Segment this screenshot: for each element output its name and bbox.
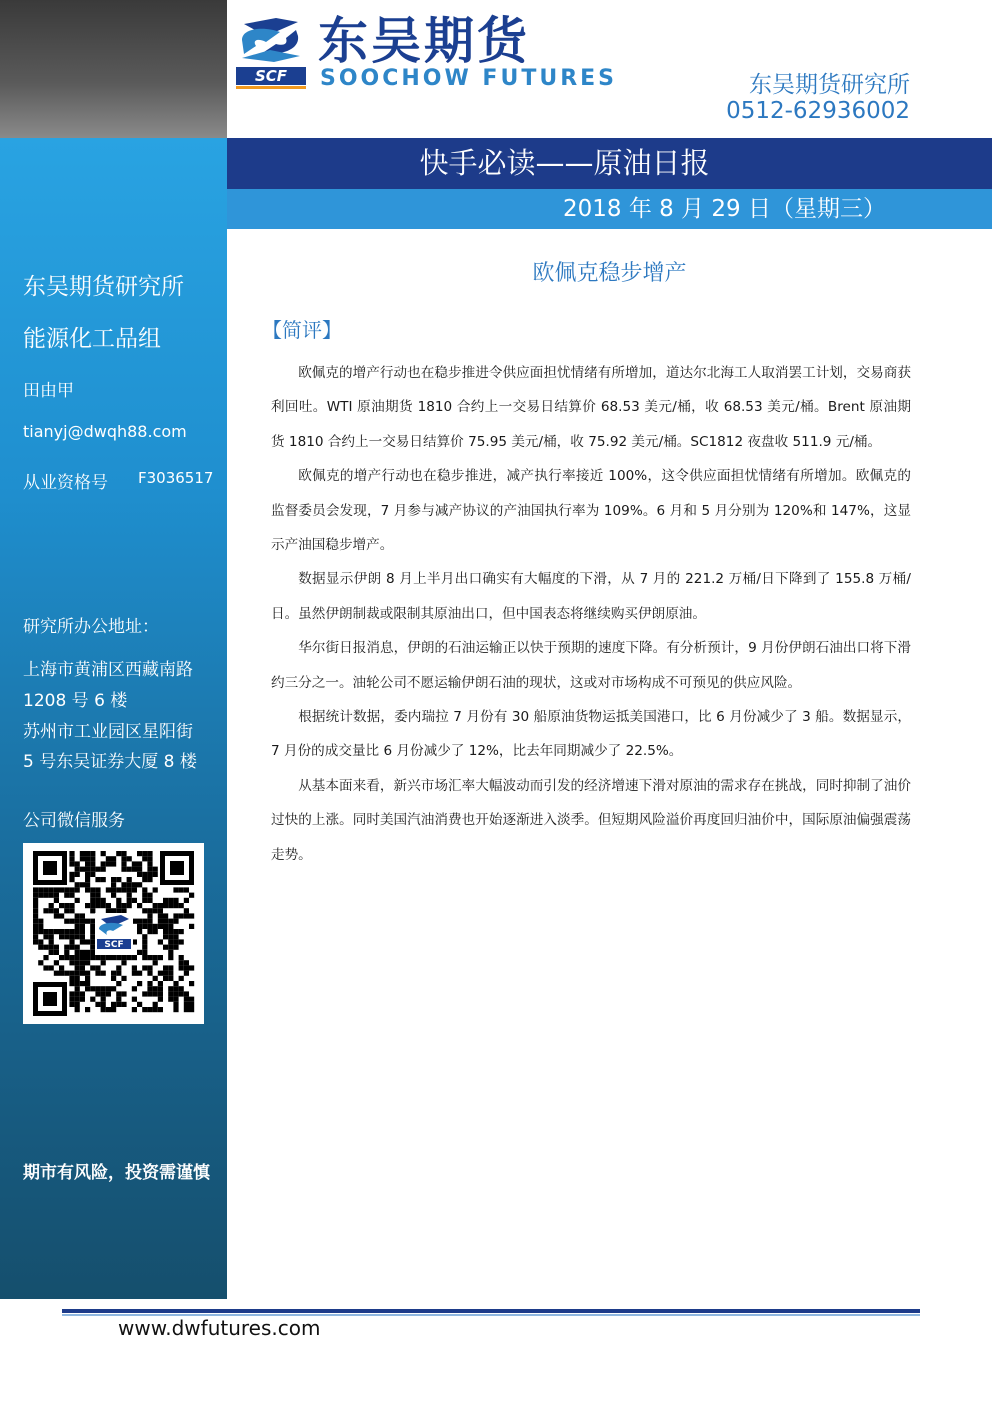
article-paragraph: 根据统计数据，委内瑞拉 7 月份有 30 船原油货物运抵美国港口，比 6 月份减少了 3 船。数据显示，7 月份的成交量比 6 月份减少了 12%，比去年同期减少了 22.5%。 [271,709,911,760]
sidebar-institute: 东吴期货研究所 [23,274,184,300]
sidebar-address-line: 苏州市工业园区星阳街 [23,722,193,742]
header-phone: 0512-62936002 [726,98,910,124]
logo-chinese-name: 东吴期货 [318,12,530,70]
sidebar-license-label: 从业资格号 [23,473,108,493]
scf-logo-icon [236,14,306,89]
sidebar-address-line: 上海市黄浦区西藏南路 [23,660,193,680]
sidebar-address-label: 研究所办公地址： [23,617,159,637]
footer-divider [62,1309,920,1313]
report-title-banner: 快手必读——原油日报 [227,138,992,189]
logo-english-name: SOOCHOW FUTURES [320,66,618,91]
report-date-banner: 2018 年 8 月 29 日（星期三） [227,189,992,229]
sidebar-address-line: 5 号东吴证券大厦 8 楼 [23,752,197,772]
article-paragraph: 欧佩克的增产行动也在稳步推进令供应面担忧情绪有所增加，道达尔北海工人取消罢工计划，交易商获利回吐。WTI 原油期货 1810 合约上一交易日结算价 68.53 美元/桶，收 68.53 美元/桶。Brent 原油期货 1810 合约上一交易日结算价 75.95 美元/桶，收 75.92 美元/桶。SC1812 夜盘收 511.9 元/桶。 [271,365,911,450]
article-paragraph: 数据显示伊朗 8 月上半月出口确实有大幅度的下滑，从 7 月的 221.2 万桶/日下降到了 155.8 万桶/日。虽然伊朗制裁或限制其原油出口，但中国表态将继续购买伊朗原油。 [271,571,911,622]
sidebar-email[interactable]: tianyj@dwqh88.com [23,422,187,441]
logo-mark-text: SCF [254,67,288,85]
sidebar-address-line: 1208 号 6 楼 [23,691,128,711]
sidebar-group: 能源化工品组 [23,326,161,352]
article-paragraph: 欧佩克的增产行动也在稳步推进，减产执行率接近 100%，这令供应面担忧情绪有所增加。欧佩克的监督委员会发现，7 月参与减产协议的产油国执行率为 109%。6 月和 5 月分别为 120%和 147%，这显示产油国稳步增产。 [271,468,911,554]
sidebar [0,138,227,1299]
header-gray-block [0,0,227,138]
article-paragraph: 从基本面来看，新兴市场汇率大幅波动而引发的经济增速下滑对原油的需求存在挑战，同时抑制了油价过快的上涨。同时美国汽油消费也开始逐渐进入淡季。但短期风险溢价再度回归油价中，国际原油偏强震荡走势。 [271,777,911,863]
section-heading: 【简评】 [262,318,342,342]
sidebar-risk-warning: 期市有风险，投资需谨慎 [23,1163,210,1183]
footer-website-link[interactable]: www.dwfutures.com [118,1316,321,1340]
article-body [271,356,911,872]
qr-logo-mark: SCF [104,940,124,950]
wechat-qr-code-icon[interactable] [23,843,204,1024]
article-title: 欧佩克稳步增产 [532,261,687,286]
sidebar-license-no: F3036517 [138,469,214,487]
header-org-name: 东吴期货研究所 [749,72,910,98]
sidebar-analyst: 田由甲 [23,381,74,401]
article-paragraph: 华尔街日报消息，伊朗的石油运输正以快于预期的速度下降。有分析预计，9 月份伊朗石油出口将下滑约三分之一。油轮公司不愿运输伊朗石油的现状，这或对市场构成不可预见的供应风险。 [271,640,911,691]
sidebar-wechat-label: 公司微信服务 [23,811,125,831]
